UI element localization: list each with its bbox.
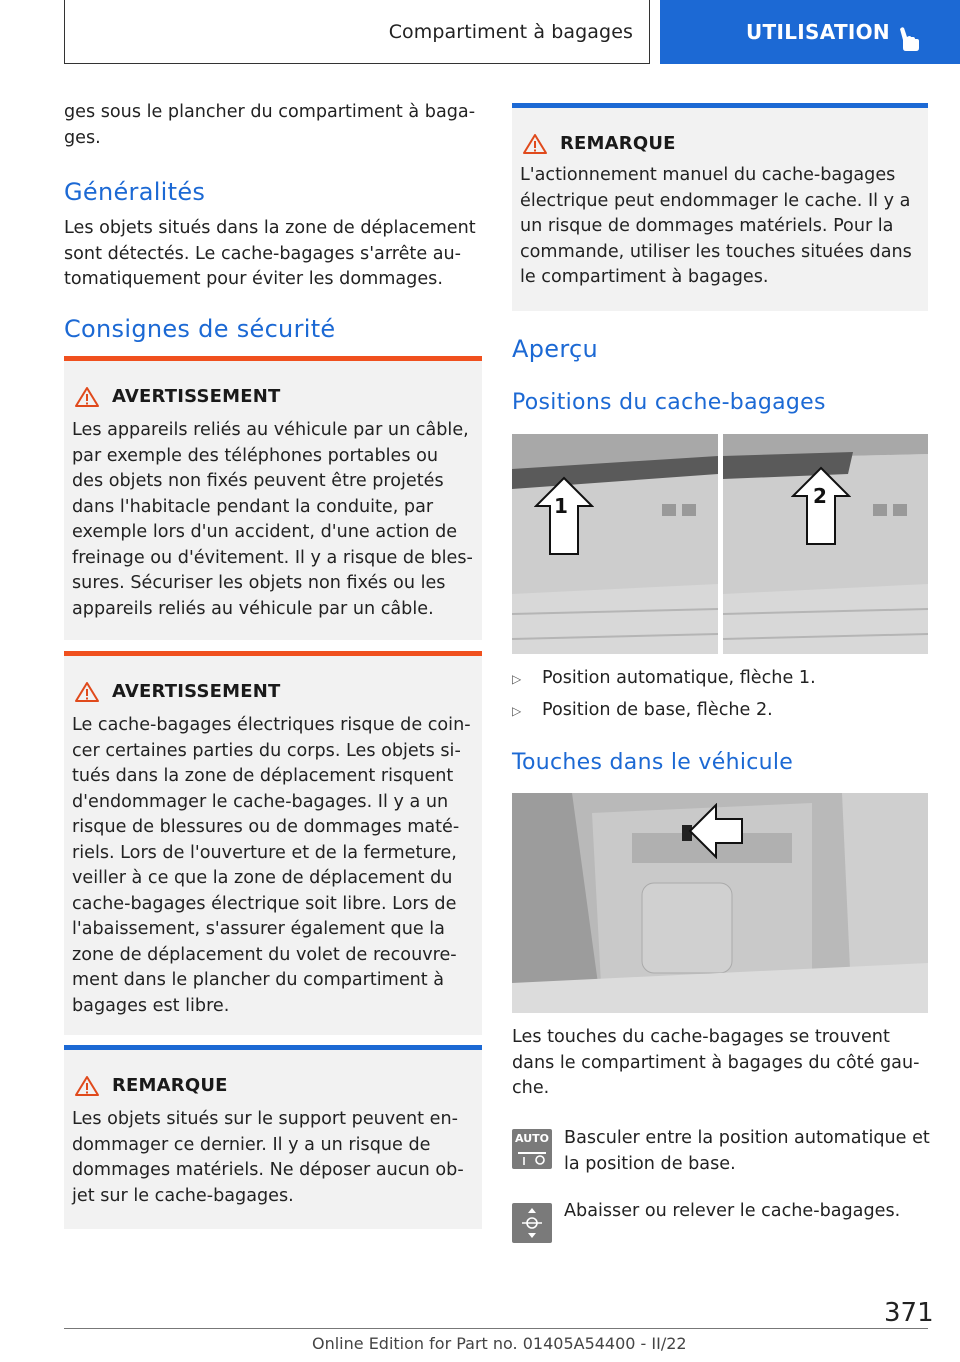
note-text: L'actionnement manuel du cache-bagages électrique peut endommager le cache. Il y a un risque de dommages matériels. Pour la commande, utiliser les touches situées dans le compartiment à bagages. (520, 165, 912, 287)
list-item (512, 668, 816, 688)
arrow-label-2: 2 (813, 484, 827, 508)
warning-box-2 (64, 651, 482, 1035)
footer-edition: Online Edition for Part no. 01405A54400 - II/22 (312, 1334, 687, 1353)
heading-general: Généralités (64, 178, 206, 206)
bullet-text: Position de base, flèche 2. (542, 700, 773, 720)
warning-bar (64, 356, 482, 361)
photo-buttons (512, 793, 928, 1013)
heading-positions: Positions du cache-bagages (512, 390, 826, 415)
warning-triangle-icon (74, 681, 100, 703)
header-chapter-title: UTILISATION (746, 20, 890, 44)
arrow-icon (688, 803, 744, 859)
warning-triangle-icon (522, 133, 548, 155)
warning-text: Les appareils reliés au véhicule par un câble, par exemple des téléphones portables ou des objets non fixés peuvent être projetés dans l'habitacle pendant la conduite, par exemple lors d'un accident, d'une action de freinage ou d'évitement. Il y a risque de bles-sures. Sécuriser les objets non fixés ou les appareils reliés au véhicule par un câble. (72, 420, 473, 619)
warning-bar (64, 651, 482, 656)
footer-divider (64, 1328, 928, 1329)
key2-text: Abaisser ou relever le cache-bagages. (564, 1201, 901, 1221)
note-title: REMARQUE (560, 133, 676, 154)
auto-key-icon (512, 1129, 552, 1169)
warning-title: AVERTISSEMENT (112, 386, 281, 407)
warning-title: AVERTISSEMENT (112, 681, 281, 702)
heading-buttons: Touches dans le véhicule (512, 750, 794, 775)
note-bar (512, 103, 928, 108)
bullet-triangle-icon: ▷ (512, 672, 522, 686)
general-text: Les objets situés dans la zone de déplacement sont détectés. Le cache-bagages s'arrête au-tomatiquement pour éviter les dommages. (64, 218, 476, 289)
bullet-text: Position automatique, flèche 1. (542, 668, 816, 688)
heading-safety: Consignes de sécurité (64, 315, 336, 343)
bullet-triangle-icon: ▷ (512, 704, 522, 718)
warning-box-1 (64, 356, 482, 640)
auto-key-label: AUTO (515, 1132, 549, 1145)
note-box-2 (512, 103, 928, 311)
heading-overview: Aperçu (512, 335, 598, 363)
warning-text: Le cache-bagages électriques risque de coin-cer certaines parties du corps. Les objets si-tués dans la zone de déplacement risquent d'endommager le cache-bagages. Il y a un risque de blessures ou de dommages maté-riels. Lors de l'ouverture et de la fermeture, veiller à ce que la zone de déplacement du cache-bagages électrique soit libre. Lors de l'abaissement, s'assurer également que la zone de déplacement du volet de recouvre-ment dans le plancher du compartiment à bagages est libre. (72, 715, 471, 1016)
warning-triangle-icon (74, 386, 100, 408)
lower-raise-key-icon (512, 1203, 552, 1243)
page-number: 371 (884, 1298, 934, 1328)
header-section-box (64, 0, 650, 64)
note-title: REMARQUE (112, 1075, 228, 1096)
buttons-text: Les touches du cache-bagages se trouvent dans le compartiment à bagages du côté gau-che. (512, 1027, 920, 1098)
key1-text: Basculer entre la position automatique et la position de base. (564, 1128, 930, 1174)
header-section-title: Compartiment à bagages (388, 20, 633, 43)
note-bar (64, 1045, 482, 1050)
note-box-1 (64, 1045, 482, 1229)
photo-position-1 (512, 434, 718, 654)
photo-position-2 (723, 434, 928, 654)
intro-text: ges sous le plancher du compartiment à baga-ges. (64, 102, 476, 148)
pointing-hand-icon (894, 26, 922, 54)
arrow-label-1: 1 (554, 494, 568, 518)
warning-triangle-icon (74, 1075, 100, 1097)
list-item (512, 700, 773, 720)
note-text: Les objets situés sur le support peuvent en-dommager ce dernier. Il y a un risque de dommages matériels. Ne déposer aucun ob-jet sur le cache-bagages. (72, 1109, 464, 1206)
